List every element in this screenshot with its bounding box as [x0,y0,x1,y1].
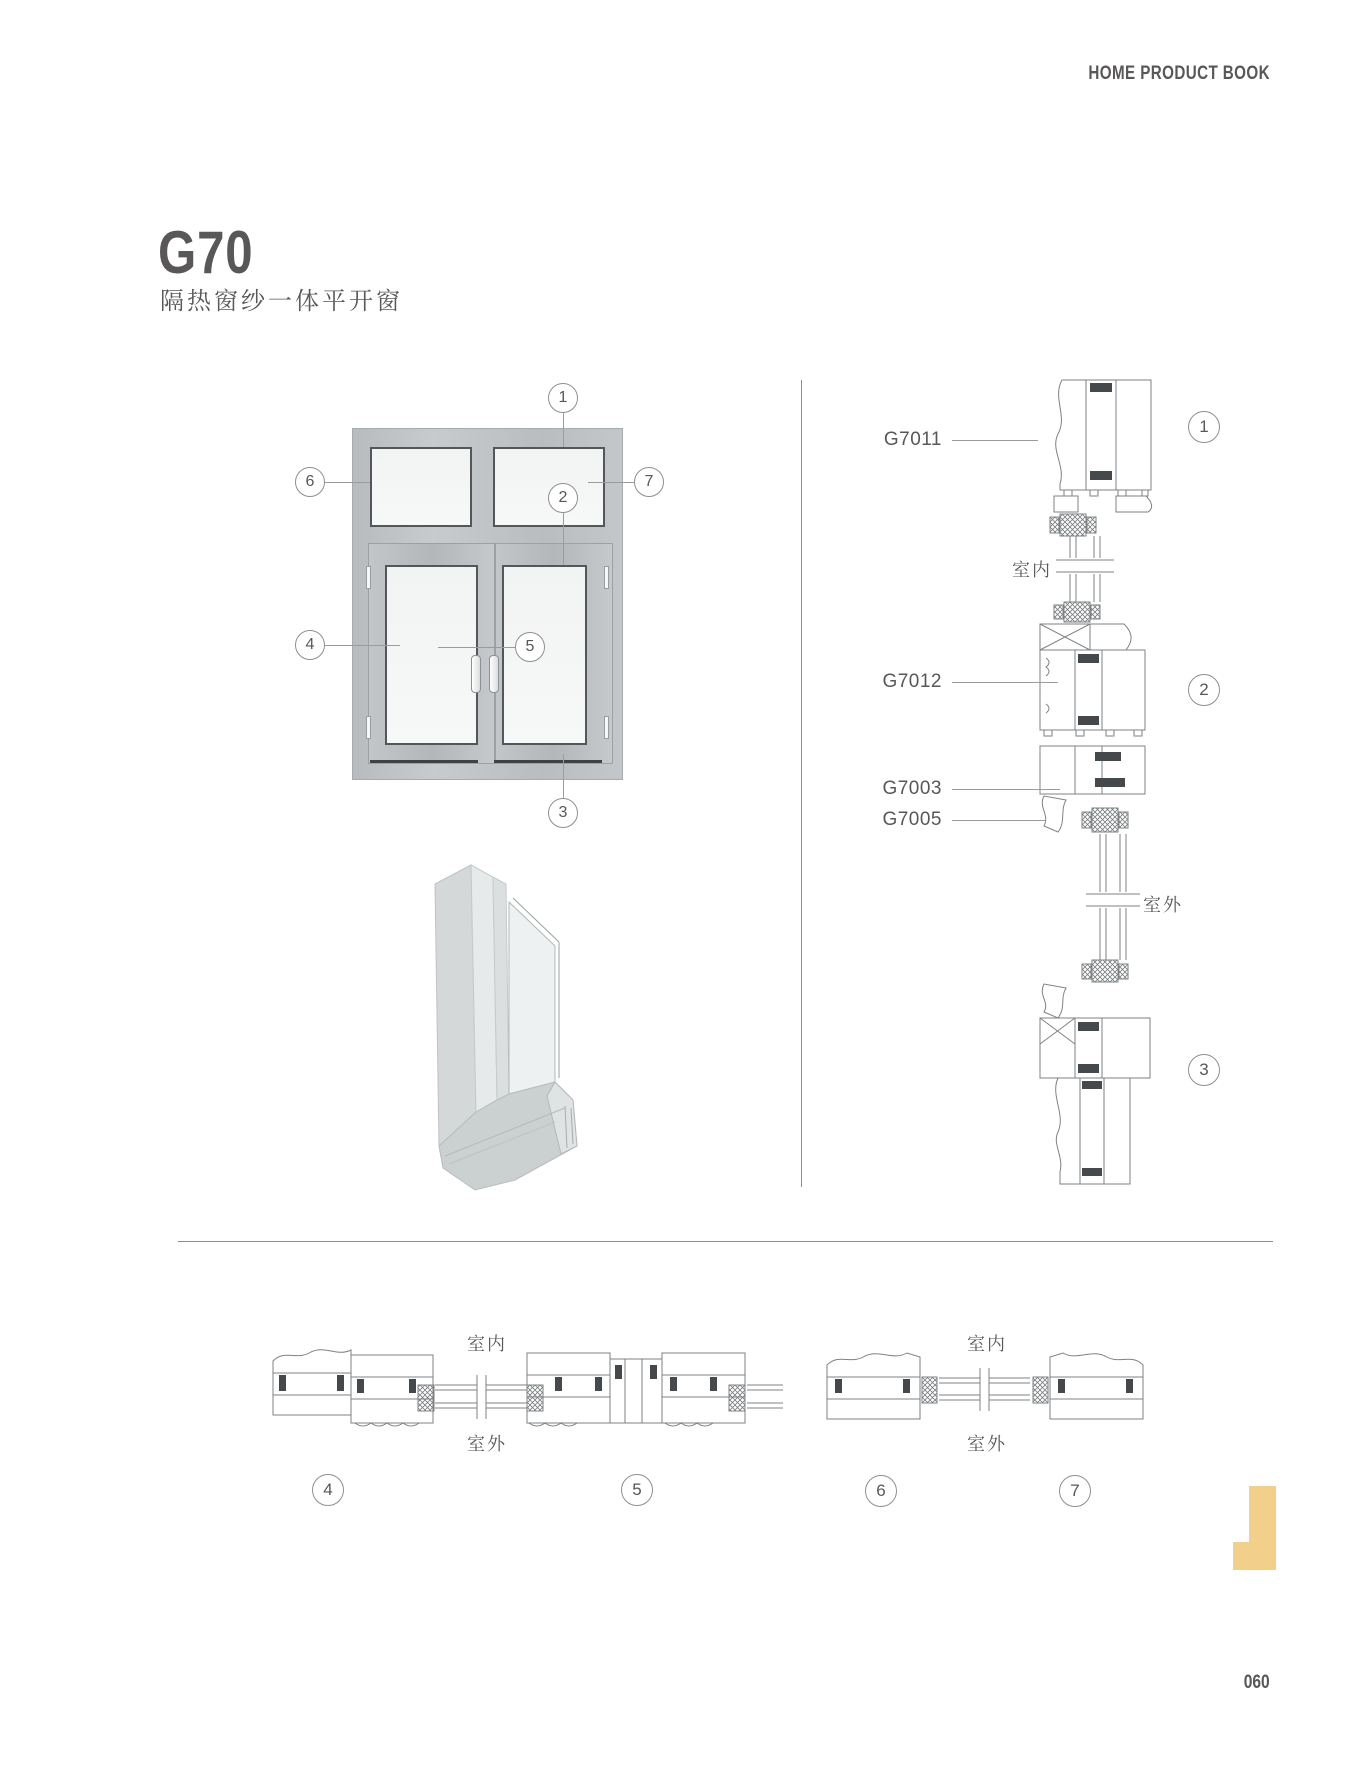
indoor-label: 室内 [467,1334,507,1354]
leader-line [563,754,564,798]
section-divider [178,1241,1273,1242]
glass-pane [509,902,555,1094]
drainage-slot [370,760,478,763]
callout-4: 4 [295,630,325,660]
profile-code-g7011: G7011 [883,429,942,450]
callout-5: 5 [515,632,545,662]
corner-accent-graphic [1233,1542,1276,1570]
outdoor-label: 室外 [1143,895,1183,915]
leader-line [325,645,400,646]
transom-pane-right [493,447,605,527]
window-handle-left [471,655,481,693]
leader-line [563,513,564,565]
horizontal-section-left-drawing [265,1335,785,1435]
section-callout-4: 4 [312,1474,344,1506]
product-subtitle: 隔热窗纱一体平开窗 [160,288,403,315]
hinge [604,716,609,739]
window-elevation-diagram [352,428,623,780]
callout-1: 1 [548,383,578,413]
profile-code-g7012: G7012 [882,671,942,692]
indoor-label: 室内 [967,1334,1007,1354]
callout-2: 2 [548,483,578,513]
leader-line [325,482,370,483]
section-callout-5: 5 [621,1474,653,1506]
hinge [366,716,371,739]
leader-line [563,413,564,447]
callout-7: 7 [634,467,664,497]
transom-pane-left [370,447,472,527]
hinge [604,566,609,589]
section-callout-2: 2 [1188,674,1220,706]
leader-line [952,820,1045,821]
callout-3: 3 [548,798,578,828]
window-handle-right [489,655,499,693]
leader-line [952,789,1060,790]
page-number: 060 [1244,1672,1270,1693]
profile-corner-3d-image [415,856,595,1196]
section-callout-1: 1 [1188,411,1220,443]
callout-6: 6 [295,467,325,497]
leader-line [952,440,1038,441]
column-divider [801,380,802,1187]
section-callout-3: 3 [1188,1054,1220,1086]
leader-line [438,647,515,648]
casement-pane-right [502,565,587,745]
outdoor-label: 室外 [467,1434,507,1454]
leader-line [952,682,1058,683]
hinge [366,566,371,589]
book-title: HOME PRODUCT BOOK [1088,63,1270,84]
product-model: G70 [158,219,254,286]
leader-line [588,482,634,483]
profile-code-g7003: G7003 [882,778,942,799]
drainage-slot [494,760,602,763]
section-callout-6: 6 [865,1475,897,1507]
indoor-label: 室内 [1012,560,1052,580]
casement-pane-left [385,565,478,745]
profile-code-g7005: G7005 [882,809,942,830]
outdoor-label: 室外 [967,1434,1007,1454]
section-callout-7: 7 [1059,1475,1091,1507]
